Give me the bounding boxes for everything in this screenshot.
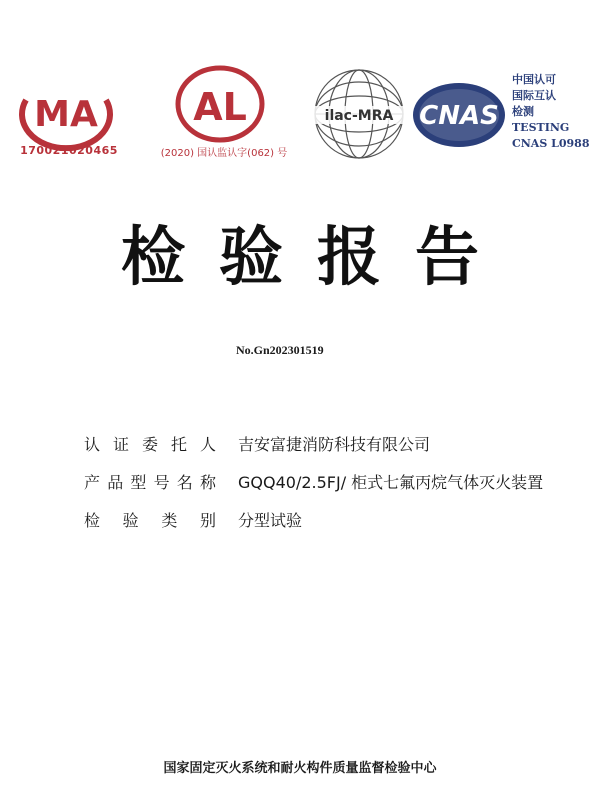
field-value: GQQ40/2.5FJ/ 柜式七氟丙烷气体灭火装置 <box>238 472 544 492</box>
cnas-line: 检测 <box>512 105 534 118</box>
ilac-mark: ilac-MRA <box>324 108 394 124</box>
cma-mark: MA <box>34 94 98 135</box>
issuing-organization: 国家固定灭火系统和耐火构件质量监督检验中心 <box>163 761 437 776</box>
field-label: 产品型号名称 <box>84 472 216 492</box>
report-info <box>84 424 543 538</box>
page-title: 检验报告 <box>121 221 513 295</box>
cnas-line: 国际互认 <box>512 89 556 102</box>
field-row-product <box>84 462 543 500</box>
cnas-line: TESTING <box>512 121 570 134</box>
field-label: 认证委托人 <box>84 434 216 454</box>
cnas-line: 中国认可 <box>512 73 556 86</box>
cal-code: (2020) 国认监认字(062) 号 <box>160 148 288 159</box>
field-label: 检验类别 <box>84 510 216 530</box>
ilac-mra-logo <box>310 66 408 162</box>
field-value: 分型试验 <box>238 510 303 530</box>
cal-mark: AL <box>193 85 247 129</box>
field-value: 吉安富捷消防科技有限公司 <box>238 434 431 454</box>
cma-code: 170021020465 <box>20 144 118 157</box>
cnas-line: CNAS L0988 <box>512 137 590 150</box>
field-row-client <box>84 424 543 462</box>
report-number: No.Gn202301519 <box>236 343 324 357</box>
cnas-mark: CNAS <box>419 101 499 131</box>
cnas-logo <box>410 80 508 150</box>
field-row-category <box>84 500 543 538</box>
cma-seal-logo <box>16 72 116 172</box>
cnas-accreditation-text <box>512 72 589 152</box>
